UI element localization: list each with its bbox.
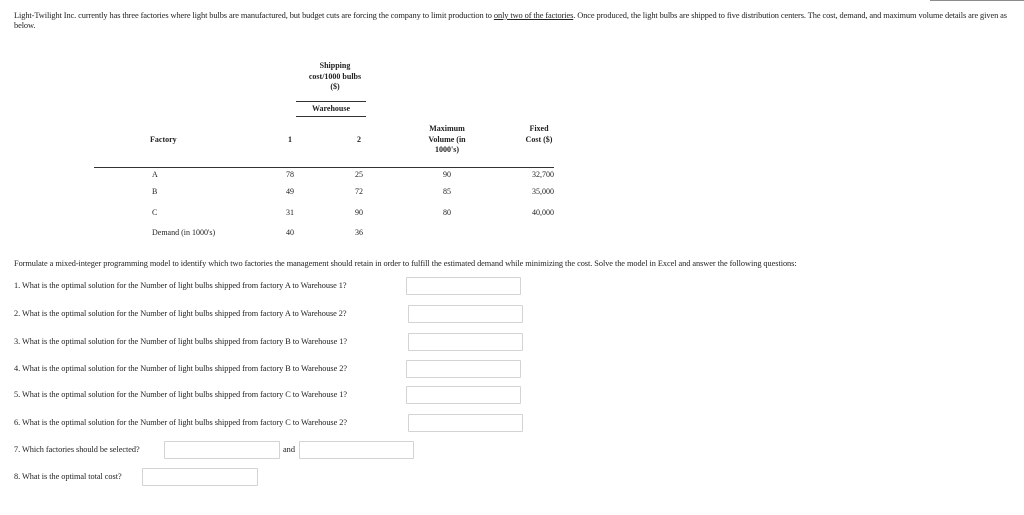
top-divider (930, 0, 1024, 1)
question-4-label: 4. What is the optimal solution for the Number of light bulbs shipped from factory B to Warehouse 2? (14, 364, 347, 373)
question-7-label: 7. Which factories should be selected? (14, 445, 140, 454)
row-c-max-volume: 80 (443, 208, 451, 217)
row-a-max-volume: 90 (443, 170, 451, 179)
factory-header: Factory (150, 135, 177, 144)
row-a-w2: 25 (355, 170, 363, 179)
row-b-w1: 49 (286, 187, 294, 196)
row-a-fixed-cost: 32,700 (532, 170, 554, 179)
row-a-factory: A (152, 170, 158, 179)
warehouse-1-header: 1 (288, 135, 292, 144)
question-4-answer-input[interactable] (406, 360, 521, 378)
question-7-answer-input-2[interactable] (299, 441, 414, 459)
warehouse-top-rule (296, 101, 366, 102)
intro-text-part1: Light-Twilight Inc. currently has three factories where light bulbs are manufactured, but budget cuts are forcing the company to limit production to (14, 11, 494, 20)
intro-text-part2: . Once produced, the light bulbs are shipped to five distribution centers. The cost, demand, and maximum volume details are given as below. (14, 11, 1007, 31)
demand-w2: 36 (355, 228, 363, 237)
row-a-w1: 78 (286, 170, 294, 179)
intro-underlined-text: only two of the factories (493, 11, 574, 20)
row-b-w2: 72 (355, 187, 363, 196)
warehouse-2-header: 2 (357, 135, 361, 144)
problem-intro (14, 11, 1020, 32)
question-5-answer-input[interactable] (406, 386, 521, 404)
demand-w1: 40 (286, 228, 294, 237)
question-6-answer-input[interactable] (408, 414, 523, 432)
table-header-rule (94, 167, 554, 168)
question-3-label: 3. What is the optimal solution for the Number of light bulbs shipped from factory B to Warehouse 1? (14, 337, 347, 346)
row-b-factory: B (152, 187, 158, 196)
row-c-w1: 31 (286, 208, 294, 217)
max-volume-header: Maximum Volume (in 1000's) (428, 124, 466, 154)
question-3-answer-input[interactable] (408, 333, 523, 351)
fixed-cost-header: Fixed Cost ($) (525, 124, 553, 144)
shipping-cost-header: Shipping cost/1000 bulbs ($) (308, 61, 362, 91)
row-b-fixed-cost: 35,000 (532, 187, 554, 196)
row-b-max-volume: 85 (443, 187, 451, 196)
question-8-label: 8. What is the optimal total cost? (14, 472, 122, 481)
question-1-answer-input[interactable] (406, 277, 521, 295)
question-7-and-label: and (283, 445, 295, 454)
question-1-label: 1. What is the optimal solution for the Number of light bulbs shipped from factory A to Warehouse 1? (14, 281, 347, 290)
question-6-label: 6. What is the optimal solution for the Number of light bulbs shipped from factory C to Warehouse 2? (14, 418, 347, 427)
demand-label: Demand (in 1000's) (152, 228, 216, 237)
row-c-fixed-cost: 40,000 (532, 208, 554, 217)
row-c-w2: 90 (355, 208, 363, 217)
question-5-label: 5. What is the optimal solution for the Number of light bulbs shipped from factory C to Warehouse 1? (14, 390, 347, 399)
formulate-instructions: Formulate a mixed-integer programming model to identify which two factories the management should retain in order to fulfill the estimated demand while minimizing the cost. Solve the model in Excel and answer the following questions: (14, 259, 797, 268)
warehouse-bottom-rule (296, 116, 366, 117)
row-c-factory: C (152, 208, 158, 217)
question-8-answer-input[interactable] (142, 468, 258, 486)
warehouse-header: Warehouse (311, 104, 351, 113)
question-7-answer-input-1[interactable] (164, 441, 280, 459)
question-2-label: 2. What is the optimal solution for the Number of light bulbs shipped from factory A to Warehouse 2? (14, 309, 347, 318)
question-2-answer-input[interactable] (408, 305, 523, 323)
